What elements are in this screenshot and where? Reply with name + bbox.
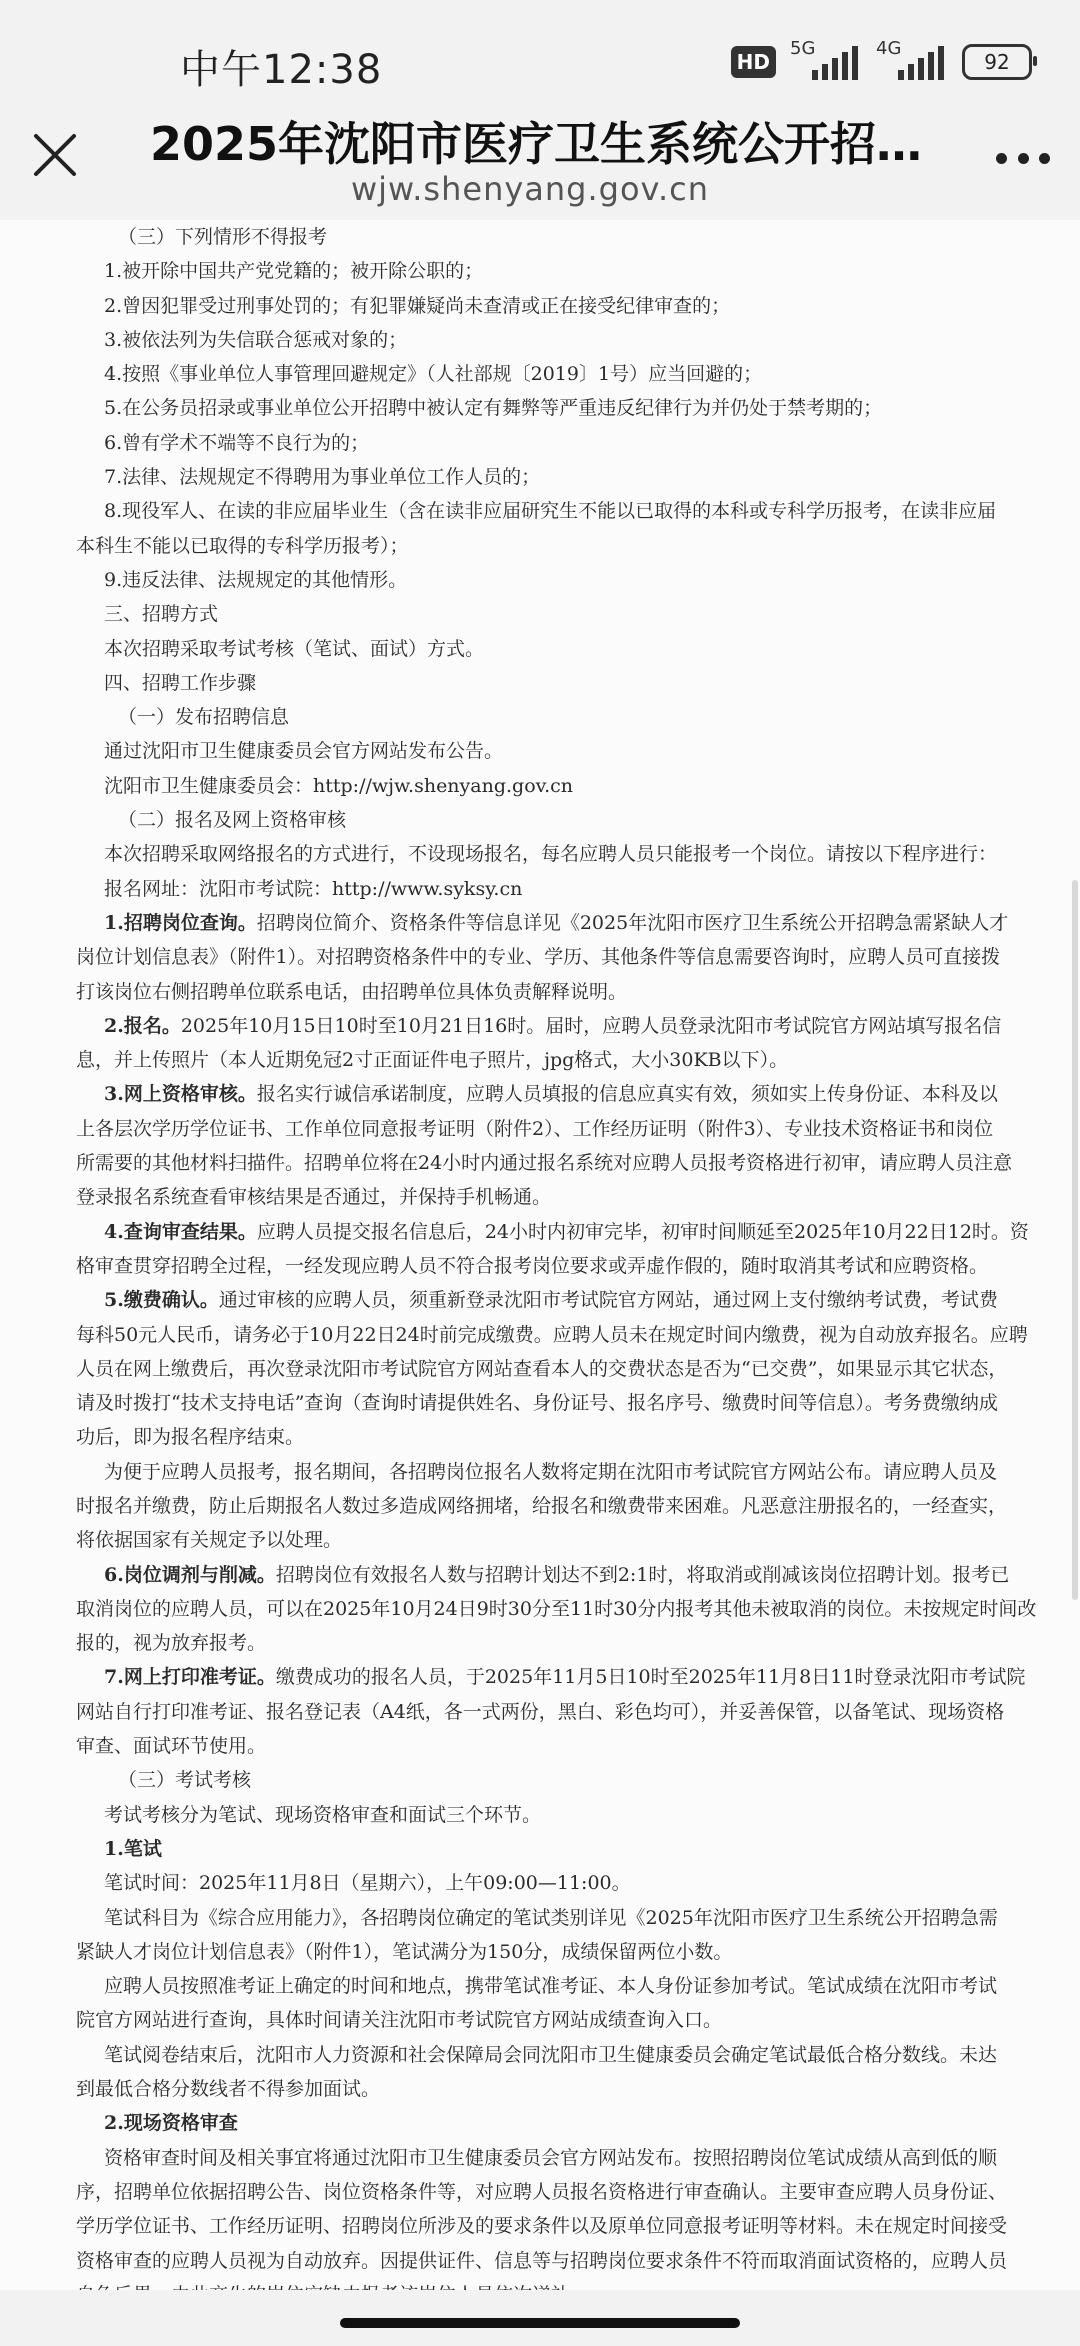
doc-line-heading: 1.笔试 bbox=[104, 1837, 162, 1860]
doc-line-text: 6.曾有学术不端等不良行为的； bbox=[104, 431, 370, 454]
more-icon bbox=[996, 153, 1007, 164]
doc-line-text: 3.被依法列为失信联合惩戒对象的； bbox=[104, 328, 408, 351]
doc-line-text: 1.被开除中国共产党党籍的；被开除公职的； bbox=[104, 260, 484, 283]
doc-line-text: 岗位计划信息表》（附件1）。对招聘资格条件中的专业、学历、其他条件等信息需要咨询时，应聘人员可直接拨 bbox=[76, 946, 1001, 969]
doc-line-text: 笔试时间：2025年11月8日（星期六），上午09:00—11:00。 bbox=[104, 1872, 631, 1895]
doc-line-text: （一）发布招聘信息 bbox=[118, 706, 290, 729]
doc-line-text: （三）考试考核 bbox=[118, 1769, 252, 1792]
doc-line bbox=[104, 734, 1032, 768]
doc-line bbox=[104, 769, 1032, 803]
hd-voice-icon: HD bbox=[731, 46, 776, 78]
doc-line-text: 取消岗位的应聘人员，可以在2025年10月24日9时30分至11时30分内报考其他未被取消的岗位。未按规定时间改 bbox=[76, 1597, 1037, 1620]
doc-line bbox=[104, 597, 1032, 631]
site-url[interactable]: wjw.shenyang.gov.cn bbox=[350, 170, 710, 208]
doc-line-text: 格审查贯穿招聘全过程，一经发现应聘人员不符合报考岗位要求或弄虚作假的，随时取消其考试和应聘资格。 bbox=[76, 1254, 989, 1277]
doc-line bbox=[104, 254, 1032, 288]
doc-line-text: 通过审核的应聘人员，须重新登录沈阳市考试院官方网站，通过网上支付缴纳考试费，考试费 bbox=[218, 1289, 998, 1312]
document-content[interactable] bbox=[0, 220, 1080, 2290]
doc-line-text: 应聘人员按照准考证上确定的时间和地点，携带笔试准考证、本人身份证参加考试。笔试成绩在沈阳市考试 bbox=[104, 1975, 998, 1998]
doc-line-text: 功后，即为报名程序结束。 bbox=[76, 1426, 305, 1449]
doc-line-text: 沈阳市卫生健康委员会：http://wjw.shenyang.gov.cn bbox=[104, 774, 574, 797]
doc-line bbox=[104, 220, 1032, 254]
doc-line bbox=[104, 289, 1032, 323]
doc-line bbox=[104, 700, 1032, 734]
status-time: 中午12:38 bbox=[180, 47, 383, 93]
doc-line-text: 招聘岗位简介、资格条件等信息详见《2025年沈阳市医疗卫生系统公开招聘急需紧缺人才 bbox=[256, 911, 1009, 934]
doc-line bbox=[104, 872, 1032, 906]
doc-line-text: 招聘岗位有效报名人数与招聘计划达不到2:1时，将取消或削减该岗位招聘计划。报考已 bbox=[275, 1563, 1010, 1586]
doc-line bbox=[104, 494, 1032, 528]
signal-5g-icon: 5G bbox=[790, 44, 862, 80]
doc-line-text: 7.法律、法规规定不得聘用为事业单位工作人员的； bbox=[104, 466, 541, 489]
more-button[interactable] bbox=[996, 146, 1050, 170]
doc-line-text: 紧缺人才岗位计划信息表》（附件1），笔试满分为150分，成绩保留两位小数。 bbox=[76, 1940, 733, 1963]
doc-line-heading: 4.查询审查结果。 bbox=[104, 1220, 257, 1243]
doc-line-text: 登录报名系统查看审核结果是否通过，并保持手机畅通。 bbox=[76, 1186, 552, 1209]
doc-line bbox=[104, 1763, 1032, 1797]
doc-line bbox=[104, 1455, 1032, 1489]
doc-line bbox=[76, 1318, 1032, 1352]
doc-line bbox=[76, 1249, 1032, 1283]
doc-line bbox=[76, 1626, 1032, 1660]
doc-line-text: 请及时拨打“技术支持电话”查询（查询时请提供姓名、身份证号、报名序号、缴费时间等信息）。考务费缴纳成 bbox=[76, 1392, 998, 1415]
doc-line-text: 报的，视为放弃报考。 bbox=[76, 1632, 267, 1655]
doc-line-heading: 2.现场资格审查 bbox=[104, 2112, 238, 2135]
doc-line bbox=[76, 1489, 1032, 1523]
doc-line-text: 本次招聘采取网络报名的方式进行，不设现场报名，每名应聘人员只能报考一个岗位。请按以下程序进行： bbox=[104, 843, 998, 866]
doc-line-heading: 2.报名。 bbox=[104, 1014, 181, 1037]
doc-line-text: 应聘人员提交报名信息后，24小时内初审完毕，初审时间顺延至2025年10月22日12时。资 bbox=[256, 1220, 1029, 1243]
doc-line bbox=[104, 1077, 1032, 1111]
doc-line bbox=[104, 426, 1032, 460]
doc-line bbox=[104, 1969, 1032, 2003]
doc-line-heading: 3.网上资格审核。 bbox=[104, 1083, 257, 1106]
document-body bbox=[0, 220, 1080, 2346]
doc-line bbox=[104, 2106, 1032, 2140]
doc-line bbox=[76, 2175, 1032, 2209]
doc-line-heading: 6.岗位调剂与削减。 bbox=[104, 1563, 276, 1586]
doc-line-text: 资格审查时间及相关事宜将通过沈阳市卫生健康委员会官方网站发布。按照招聘岗位笔试成绩从高到低的顺 bbox=[104, 2146, 998, 2169]
doc-line-text: 通过沈阳市卫生健康委员会官方网站发布公告。 bbox=[104, 740, 504, 763]
doc-line bbox=[76, 1592, 1037, 1626]
doc-line-text: 学历学位证书、工作经历证明、招聘岗位所涉及的要求条件以及原单位同意报考证明等材料。未在规定时间接受 bbox=[76, 2215, 1008, 2238]
doc-line-text: 院官方网站进行查询，具体时间请关注沈阳市考试院官方网站成绩查询入口。 bbox=[76, 2009, 723, 2032]
doc-line bbox=[76, 1523, 1032, 1557]
navigation-area bbox=[0, 2290, 1080, 2340]
doc-line bbox=[76, 975, 1032, 1009]
doc-line bbox=[76, 1352, 1032, 1386]
doc-line bbox=[104, 1009, 1032, 1043]
doc-line-text: 报名网址：沈阳市考试院：http://www.syksy.cn bbox=[104, 877, 523, 900]
doc-line bbox=[104, 2038, 1032, 2072]
doc-line-text: 三、招聘方式 bbox=[104, 603, 219, 626]
doc-line bbox=[76, 1043, 1032, 1077]
doc-line-text: 本次招聘采取考试考核（笔试、面试）方式。 bbox=[104, 637, 485, 660]
doc-line bbox=[104, 837, 1032, 871]
doc-line-text: 人员在网上缴费后，再次登录沈阳市考试院官方网站查看本人的交费状态是否为“已交费”，如果显示其它状态， bbox=[76, 1357, 1008, 1380]
doc-line-heading: 7.网上打印准考证。 bbox=[104, 1666, 276, 1689]
doc-line-text: 4.按照《事业单位人事管理回避规定》（人社部规〔2019〕1号）应当回避的； bbox=[104, 363, 763, 386]
status-icons bbox=[731, 38, 1032, 82]
page-title: 2025年沈阳市医疗卫生系统公开招… bbox=[150, 117, 923, 171]
doc-line bbox=[104, 460, 1032, 494]
doc-line-text: （二）报名及网上资格审核 bbox=[118, 809, 347, 832]
doc-line-text: 所需要的其他材料扫描件。招聘单位将在24小时内通过报名系统对应聘人员报考资格进行初审，请应聘人员注意 bbox=[76, 1152, 1013, 1175]
battery-icon: 92 bbox=[962, 44, 1032, 80]
doc-line bbox=[76, 1695, 1032, 1729]
doc-line-text: 上各层次学历学位证书、工作单位同意报考证明（附件2）、工作经历证明（附件3）、专业技术资格证书和岗位 bbox=[76, 1117, 994, 1140]
doc-line-text: 笔试阅卷结束后，沈阳市人力资源和社会保障局会同沈阳市卫生健康委员会确定笔试最低合格分数线。未达 bbox=[104, 2043, 998, 2066]
doc-line bbox=[76, 1386, 1032, 1420]
doc-line-text: 8.现役军人、在读的非应届毕业生（含在读非应届研究生不能以已取得的本科或专科学历报考，在读非应届 bbox=[104, 500, 997, 523]
doc-line-text: 每科50元人民币，请务必于10月22日24时前完成缴费。应聘人员未在规定时间内缴费，视为自动放弃报名。应聘 bbox=[76, 1323, 1028, 1346]
doc-line bbox=[104, 1215, 1032, 1249]
doc-line bbox=[76, 2003, 1032, 2037]
doc-line-text: 时报名并缴费，防止后期报名人数过多造成网络拥堵，给报名和缴费带来困难。凡恶意注册报名的，一经查实， bbox=[76, 1494, 1008, 1517]
doc-line bbox=[104, 666, 1032, 700]
doc-line-text: 2025年10月15日10时至10月21日16时。届时，应聘人员登录沈阳市考试院官方网站填写报名信 bbox=[180, 1014, 1002, 1037]
doc-line-text: 到最低合格分数线者不得参加面试。 bbox=[76, 2078, 381, 2101]
doc-line bbox=[76, 2244, 1032, 2278]
gesture-bar[interactable] bbox=[340, 2318, 740, 2328]
doc-line bbox=[104, 563, 1032, 597]
doc-line-text: 笔试科目为《综合应用能力》，各招聘岗位确定的笔试类别详见《2025年沈阳市医疗卫生系统公开招聘急需 bbox=[104, 1906, 998, 1929]
doc-line bbox=[104, 323, 1032, 357]
doc-line bbox=[104, 391, 1032, 425]
doc-line-text: 报名实行诚信承诺制度，应聘人员填报的信息应真实有效，须如实上传身份证、本科及以 bbox=[256, 1083, 998, 1106]
doc-line bbox=[76, 2209, 1032, 2243]
close-icon bbox=[30, 130, 80, 180]
doc-line-text: （三）下列情形不得报考 bbox=[118, 226, 328, 248]
doc-line bbox=[76, 1420, 1032, 1454]
doc-line bbox=[76, 2072, 1032, 2106]
doc-line bbox=[76, 1146, 1032, 1180]
doc-line-text: 为便于应聘人员报考，报名期间，各招聘岗位报名人数将定期在沈阳市考试院官方网站公布。请应聘人员及 bbox=[104, 1460, 998, 1483]
signal-4g-icon: 4G bbox=[876, 44, 948, 80]
doc-line bbox=[104, 357, 1032, 391]
doc-line-text: 5.在公务员招录或事业单位公开招聘中被认定有舞弊等严重违反纪律行为并仍处于禁考期的； bbox=[104, 397, 883, 420]
doc-line bbox=[76, 1112, 1032, 1146]
doc-line-text: 审查、面试环节使用。 bbox=[76, 1735, 267, 1758]
doc-line bbox=[76, 1729, 1032, 1763]
doc-line bbox=[76, 529, 1032, 563]
doc-line bbox=[104, 1798, 1032, 1832]
doc-line bbox=[104, 632, 1032, 666]
doc-line-heading: 1.招聘岗位查询。 bbox=[104, 911, 257, 934]
doc-line-text: 2.曾因犯罪受过刑事处罚的；有犯罪嫌疑尚未查清或正在接受纪律审查的； bbox=[104, 294, 731, 317]
doc-line-text: 本科生不能以已取得的专科学历报考）； bbox=[76, 534, 409, 557]
doc-line-text: 将依据国家有关规定予以处理。 bbox=[76, 1529, 343, 1552]
doc-line bbox=[76, 1180, 1032, 1214]
close-button[interactable] bbox=[30, 130, 80, 180]
doc-line bbox=[104, 1832, 1032, 1866]
doc-line bbox=[104, 1283, 1032, 1317]
doc-line-text: 四、招聘工作步骤 bbox=[104, 671, 257, 694]
browser-header bbox=[0, 96, 1080, 220]
doc-line-text: 打该岗位右侧招聘单位联系电话，由招聘单位具体负责解释说明。 bbox=[76, 980, 628, 1003]
doc-line-text: 息，并上传照片（本人近期免冠2寸正面证件电子照片，jpg格式，大小30KB以下）。 bbox=[76, 1049, 789, 1072]
doc-line bbox=[104, 1558, 1032, 1592]
doc-line-heading: 5.缴费确认。 bbox=[104, 1289, 219, 1312]
scrollbar[interactable] bbox=[1072, 880, 1078, 1600]
doc-line bbox=[76, 940, 1032, 974]
doc-line-text: 9.违反法律、法规规定的其他情形。 bbox=[104, 568, 408, 591]
doc-line-text: 网站自行打印准考证、报名登记表（A4纸，各一式两份，黑白、彩色均可），并妥善保管，以备笔试、现场资格 bbox=[76, 1700, 1005, 1723]
doc-line bbox=[104, 803, 1032, 837]
doc-line-text: 缴费成功的报名人员，于2025年11月5日10时至2025年11月8日11时登录沈阳市考试院 bbox=[275, 1666, 1026, 1689]
doc-line bbox=[104, 1866, 1032, 1900]
doc-line-text: 资格审查的应聘人员视为自动放弃。因提供证件、信息等与招聘岗位要求条件不符而取消面试资格的，应聘人员 bbox=[76, 2249, 1008, 2272]
doc-line bbox=[76, 1935, 1032, 1969]
doc-line bbox=[104, 2141, 1032, 2175]
doc-line bbox=[104, 1660, 1032, 1694]
doc-line-text: 序，招聘单位依据招聘公告、岗位资格条件等，对应聘人员报名资格进行审查确认。主要审查应聘人员身份证、 bbox=[76, 2180, 1008, 2203]
doc-line bbox=[104, 1901, 1032, 1935]
doc-line-text: 考试考核分为笔试、现场资格审查和面试三个环节。 bbox=[104, 1803, 542, 1826]
doc-line bbox=[104, 906, 1032, 940]
